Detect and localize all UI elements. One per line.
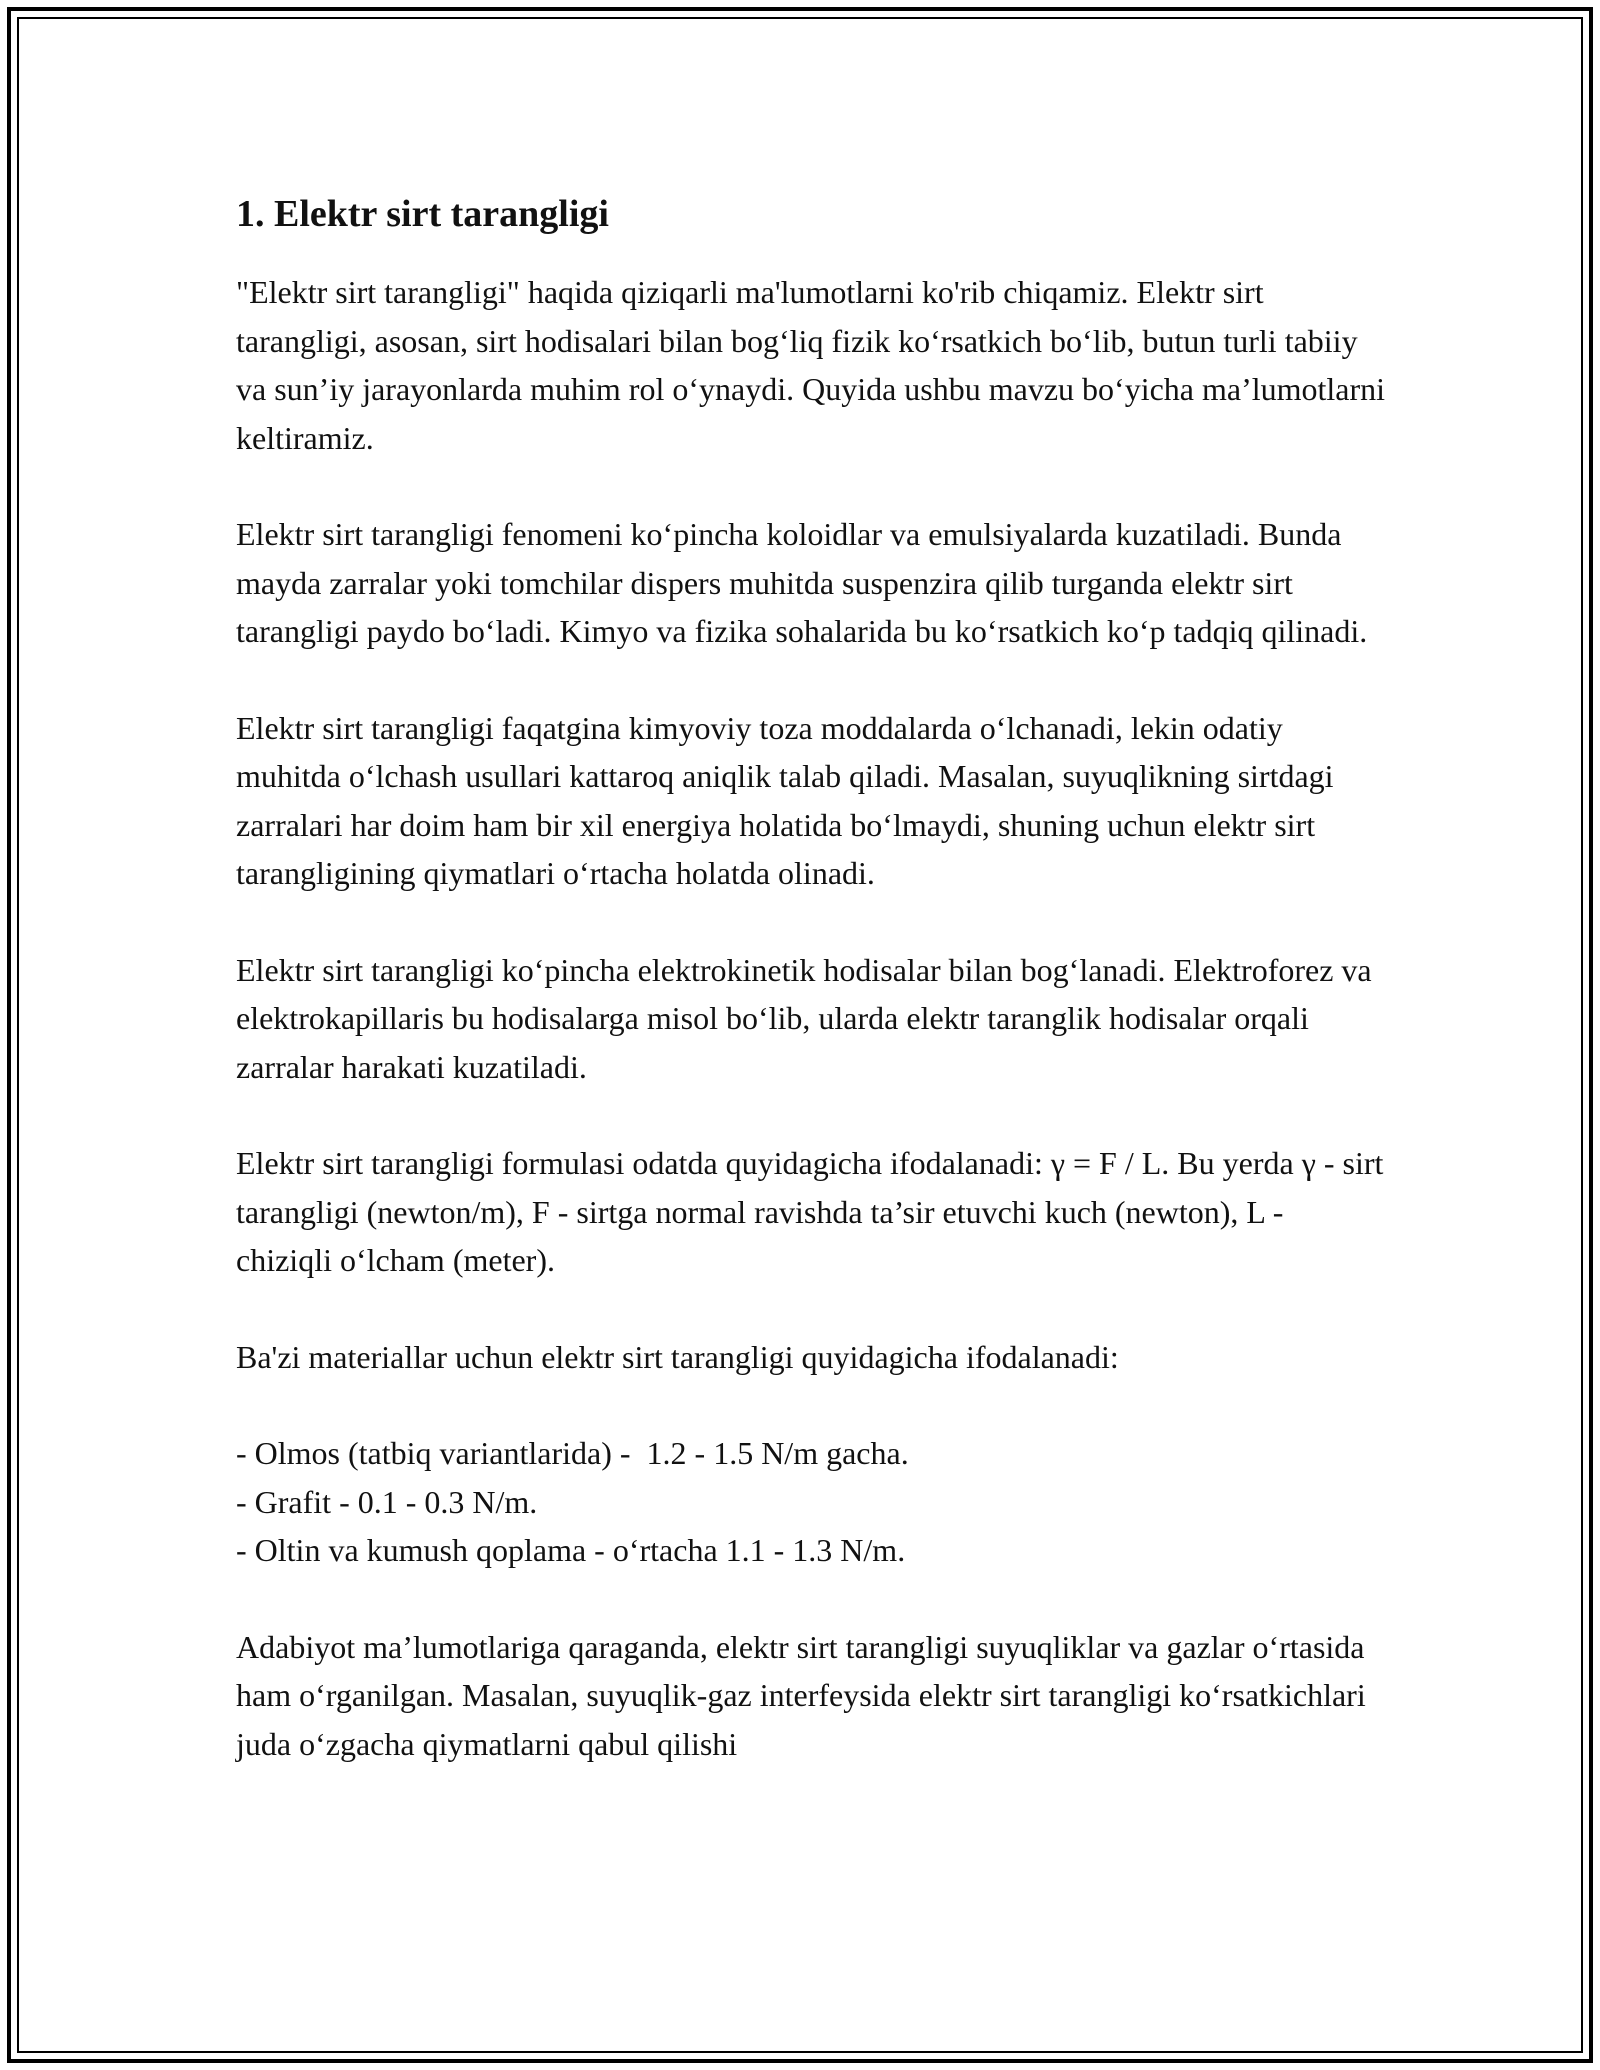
paragraph-materials-intro: Ba'zi materiallar uchun elektr sirt tarangligi quyidagicha ifodalanadi: <box>236 1338 1119 1375</box>
list-item: - Grafit - 0.1 - 0.3 N/m. <box>236 1483 538 1520</box>
paragraph-literature: Adabiyot ma’lumotlariga qaraganda, elektr sirt tarangligi suyuqliklar va gazlar o‘rtasida ham o‘rganilgan. Masalan, suyuqlik-gaz interfeysida elektr sirt tarangligi ko‘rsatkichlari juda o‘zgacha qiymatlarni qabul qilishi <box>236 1628 1366 1762</box>
paragraph-colloids: Elektr sirt tarangligi fenomeni ko‘pincha koloidlar va emulsiyalarda kuzatiladi. Bunda mayda zarralar yoki tomchilar dispers muhitda suspenzira qilib turganda elektr sirt tarangligi paydo bo‘ladi. Kimyo va fizika sohalarida bu ko‘rsatkich ko‘p tadqiq qilinadi. <box>236 516 1368 649</box>
paragraph-intro: "Elektr sirt tarangligi" haqida qiziqarli ma'lumotlarni ko'rib chiqamiz. Elektr sirt tarangligi, asosan, sirt hodisalari bilan bog‘liq fizik ko‘rsatkich bo‘lib, butun turli tabiiy va sun’iy jarayonlarda muhim rol o‘ynaydi. Quyida ushbu mavzu bo‘yicha ma’lumotlarni keltiramiz. <box>236 274 1386 456</box>
list-item: - Olmos (tatbiq variantlarida) - 1.2 - 1.5 N/m gacha. <box>236 1435 909 1471</box>
document-body <box>236 186 1386 1816</box>
paragraph-formula: Elektr sirt tarangligi formulasi odatda quyidagicha ifodalanadi: γ = F / L. Bu yerda γ - sirt tarangligi (newton/m), F - sirtga normal ravishda ta’sir etuvchi kuch (newton), L - chiziqli o‘lcham (meter). <box>236 1145 1384 1278</box>
list-item: - Oltin va kumush qoplama - o‘rtacha 1.1 - 1.3 N/m. <box>236 1532 906 1568</box>
materials-list <box>236 1429 1386 1575</box>
section-heading: 1. Elektr sirt tarangligi <box>236 193 609 235</box>
paragraph-measurement: Elektr sirt tarangligi faqatgina kimyoviy toza moddalarda o‘lchanadi, lekin odatiy muhitda o‘lchash usullari kattaroq aniqlik talab qiladi. Masalan, suyuqlikning sirtdagi zarralari har doim ham bir xil energiya holatida bo‘lmaydi, shuning uchun elektr sirt tarangligining qiymatlari o‘rtacha holatda olinadi. <box>236 709 1334 891</box>
paragraph-electrokinetic: Elektr sirt tarangligi ko‘pincha elektrokinetik hodisalar bilan bog‘lanadi. Elektroforez va elektrokapillaris bu hodisalarga misol bo‘lib, ularda elektr taranglik hodisalar orqali zarralar harakati kuzatiladi. <box>236 951 1372 1085</box>
